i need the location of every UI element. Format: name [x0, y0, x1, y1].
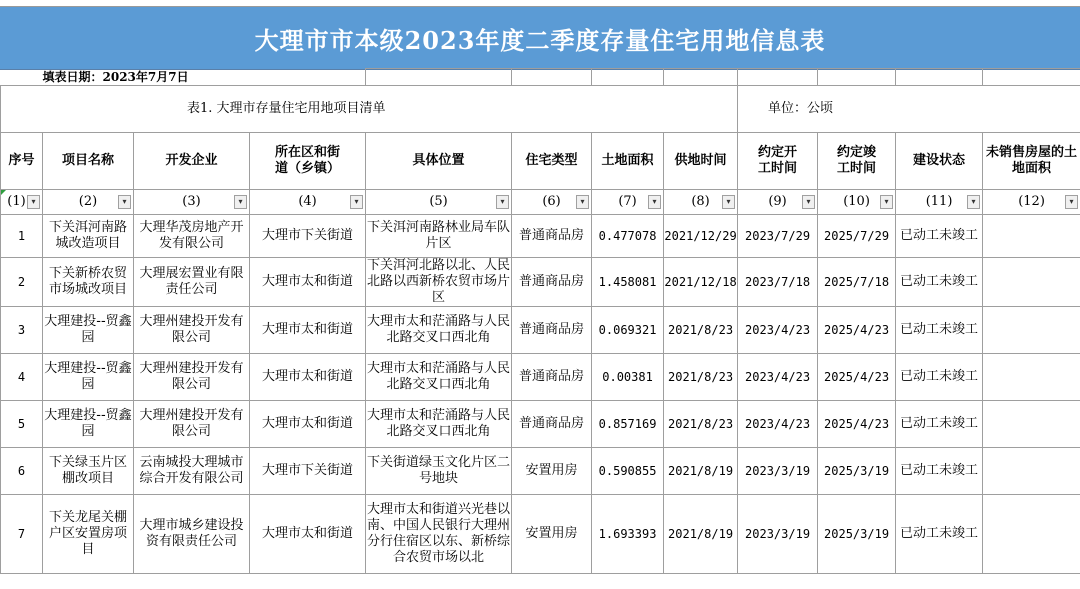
- column-number-cell[interactable]: (3) ▾: [134, 190, 250, 215]
- column-number-cell[interactable]: (6) ▾: [512, 190, 592, 215]
- construction-status-cell[interactable]: 已动工未竣工: [896, 258, 983, 307]
- developer-cell[interactable]: 大理州建投开发有限公司: [134, 307, 250, 354]
- developer-cell[interactable]: 大理展宏置业有限责任公司: [134, 258, 250, 307]
- housing-type-cell[interactable]: 普通商品房: [512, 258, 592, 307]
- construction-status-cell[interactable]: 已动工未竣工: [896, 401, 983, 448]
- filter-dropdown-icon[interactable]: ▾: [350, 195, 363, 209]
- header-cell[interactable]: 所在区和街道（乡镇）: [250, 133, 366, 190]
- filter-dropdown-icon[interactable]: ▾: [880, 195, 893, 209]
- location-cell[interactable]: 大理市太和茫涌路与人民北路交叉口西北角: [366, 401, 512, 448]
- filter-dropdown-icon[interactable]: ▾: [648, 195, 661, 209]
- agreed-finish-date-cell[interactable]: 2025/3/19: [818, 495, 896, 574]
- developer-cell[interactable]: 大理市城乡建设投资有限责任公司: [134, 495, 250, 574]
- supply-date-cell[interactable]: 2021/8/23: [664, 401, 738, 448]
- district-cell[interactable]: 大理市太和街道: [250, 495, 366, 574]
- supply-date-cell[interactable]: 2021/8/19: [664, 495, 738, 574]
- header-cell[interactable]: 具体位置: [366, 133, 512, 190]
- header-cell[interactable]: 约定开工时间: [738, 133, 818, 190]
- column-number-cell[interactable]: (7) ▾: [592, 190, 664, 215]
- table-row: [1, 258, 1080, 307]
- unsold-land-area-cell[interactable]: [983, 307, 1080, 354]
- table-row: [1, 354, 1080, 401]
- header-cell[interactable]: 序号: [1, 133, 43, 190]
- header-cell[interactable]: 建设状态: [896, 133, 983, 190]
- fill-date[interactable]: 填表日期：2023年7月7日: [1, 69, 366, 86]
- construction-status-cell[interactable]: 已动工未竣工: [896, 307, 983, 354]
- district-cell[interactable]: 大理市下关街道: [250, 215, 366, 258]
- construction-status-cell[interactable]: 已动工未竣工: [896, 215, 983, 258]
- table-row: [1, 401, 1080, 448]
- land-area-cell[interactable]: 0.477078: [592, 215, 664, 258]
- unsold-land-area-cell[interactable]: [983, 448, 1080, 495]
- filter-dropdown-icon[interactable]: ▾: [967, 195, 980, 209]
- column-number-row: [1, 190, 1080, 215]
- agreed-start-date-cell[interactable]: 2023/7/18: [738, 258, 818, 307]
- agreed-finish-date-cell[interactable]: 2025/4/23: [818, 354, 896, 401]
- district-cell[interactable]: 大理市太和街道: [250, 354, 366, 401]
- filter-dropdown-icon[interactable]: ▾: [1065, 195, 1078, 209]
- location-cell[interactable]: 大理市太和茫涌路与人民北路交叉口西北角: [366, 307, 512, 354]
- header-cell[interactable]: 土地面积: [592, 133, 664, 190]
- filter-dropdown-icon[interactable]: ▾: [27, 195, 40, 209]
- unsold-land-area-cell[interactable]: [983, 258, 1080, 307]
- project-name-cell[interactable]: 大理建投--贸鑫园: [43, 401, 134, 448]
- land-info-table: [0, 68, 1080, 574]
- row-number-cell[interactable]: 2: [1, 258, 43, 307]
- column-number-cell[interactable]: (4) ▾: [250, 190, 366, 215]
- supply-date-cell[interactable]: 2021/12/18: [664, 258, 738, 307]
- row-number-cell[interactable]: 4: [1, 354, 43, 401]
- column-number-cell[interactable]: (1) ▾: [1, 190, 43, 215]
- agreed-start-date-cell[interactable]: 2023/4/23: [738, 307, 818, 354]
- supply-date-cell[interactable]: 2021/8/19: [664, 448, 738, 495]
- district-cell[interactable]: 大理市太和街道: [250, 401, 366, 448]
- housing-type-cell[interactable]: 安置用房: [512, 495, 592, 574]
- developer-cell[interactable]: 大理华茂房地产开发有限公司: [134, 215, 250, 258]
- filter-dropdown-icon[interactable]: ▾: [118, 195, 131, 209]
- agreed-start-date-cell[interactable]: 2023/4/23: [738, 354, 818, 401]
- agreed-start-date-cell[interactable]: 2023/4/23: [738, 401, 818, 448]
- project-name-cell[interactable]: 下关新桥农贸市场城改项目: [43, 258, 134, 307]
- land-area-cell[interactable]: 0.590855: [592, 448, 664, 495]
- project-name-cell[interactable]: 大理建投--贸鑫园: [43, 354, 134, 401]
- fill-date-row: [1, 69, 1080, 86]
- unsold-land-area-cell[interactable]: [983, 354, 1080, 401]
- column-number-cell[interactable]: (8) ▾: [664, 190, 738, 215]
- column-number-cell[interactable]: (2) ▾: [43, 190, 134, 215]
- project-name-cell[interactable]: 下关绿玉片区棚改项目: [43, 448, 134, 495]
- filter-dropdown-icon[interactable]: ▾: [576, 195, 589, 209]
- row-number-cell[interactable]: 7: [1, 495, 43, 574]
- header-cell[interactable]: 约定竣工时间: [818, 133, 896, 190]
- unsold-land-area-cell[interactable]: [983, 495, 1080, 574]
- agreed-finish-date-cell[interactable]: 2025/3/19: [818, 448, 896, 495]
- row-number-cell[interactable]: 1: [1, 215, 43, 258]
- agreed-finish-date-cell[interactable]: 2025/4/23: [818, 401, 896, 448]
- housing-type-cell[interactable]: 普通商品房: [512, 401, 592, 448]
- unsold-land-area-cell[interactable]: [983, 215, 1080, 258]
- column-number-cell[interactable]: (9) ▾: [738, 190, 818, 215]
- unit-label[interactable]: 单位：公顷: [738, 86, 1080, 133]
- land-area-cell[interactable]: 0.857169: [592, 401, 664, 448]
- row-number-cell[interactable]: 5: [1, 401, 43, 448]
- housing-type-cell[interactable]: 普通商品房: [512, 215, 592, 258]
- developer-cell[interactable]: 大理州建投开发有限公司: [134, 354, 250, 401]
- agreed-finish-date-cell[interactable]: 2025/7/29: [818, 215, 896, 258]
- filter-dropdown-icon[interactable]: ▾: [234, 195, 247, 209]
- agreed-start-date-cell[interactable]: 2023/3/19: [738, 448, 818, 495]
- column-number-cell[interactable]: (12) ▾: [983, 190, 1080, 215]
- comment-marker-icon: [1, 190, 6, 195]
- construction-status-cell[interactable]: 已动工未竣工: [896, 495, 983, 574]
- project-name-cell[interactable]: 下关龙尾关棚户区安置房项目: [43, 495, 134, 574]
- subtitle-row: [1, 86, 1080, 133]
- header-cell[interactable]: 供地时间: [664, 133, 738, 190]
- header-cell[interactable]: 住宅类型: [512, 133, 592, 190]
- location-cell[interactable]: 大理市太和茫涌路与人民北路交叉口西北角: [366, 354, 512, 401]
- developer-cell[interactable]: 大理州建投开发有限公司: [134, 401, 250, 448]
- header-cell[interactable]: 开发企业: [134, 133, 250, 190]
- header-row: [1, 133, 1080, 190]
- column-number-cell[interactable]: (10) ▾: [818, 190, 896, 215]
- data-rows: [1, 215, 1080, 574]
- agreed-finish-date-cell[interactable]: 2025/7/18: [818, 258, 896, 307]
- column-number-cell[interactable]: (5) ▾: [366, 190, 512, 215]
- row-number-cell[interactable]: 6: [1, 448, 43, 495]
- supply-date-cell[interactable]: 2021/8/23: [664, 307, 738, 354]
- housing-type-cell[interactable]: 普通商品房: [512, 354, 592, 401]
- filter-dropdown-icon[interactable]: ▾: [802, 195, 815, 209]
- header-cell[interactable]: 未销售房屋的土地面积: [983, 133, 1080, 190]
- district-cell[interactable]: 大理市下关街道: [250, 448, 366, 495]
- agreed-finish-date-cell[interactable]: 2025/4/23: [818, 307, 896, 354]
- location-cell[interactable]: 下关街道绿玉文化片区二号地块: [366, 448, 512, 495]
- header-cell[interactable]: 项目名称: [43, 133, 134, 190]
- housing-type-cell[interactable]: 普通商品房: [512, 307, 592, 354]
- table-row: [1, 307, 1080, 354]
- construction-status-cell[interactable]: 已动工未竣工: [896, 448, 983, 495]
- table-subtitle[interactable]: 表1. 大理市存量住宅用地项目清单: [1, 86, 738, 133]
- land-area-cell[interactable]: 1.693393: [592, 495, 664, 574]
- project-name-cell[interactable]: 大理建投--贸鑫园: [43, 307, 134, 354]
- location-cell[interactable]: 大理市太和街道兴光巷以南、中国人民银行大理州分行住宿区以东、新桥综合农贸市场以北: [366, 495, 512, 574]
- land-area-cell[interactable]: 1.458081: [592, 258, 664, 307]
- column-number-cell[interactable]: (11) ▾: [896, 190, 983, 215]
- row-number-cell[interactable]: 3: [1, 307, 43, 354]
- supply-date-cell[interactable]: 2021/8/23: [664, 354, 738, 401]
- district-cell[interactable]: 大理市太和街道: [250, 307, 366, 354]
- agreed-start-date-cell[interactable]: 2023/3/19: [738, 495, 818, 574]
- project-name-cell[interactable]: 下关洱河南路城改造项目: [43, 215, 134, 258]
- location-cell[interactable]: 下关洱河北路以北、人民北路以西新桥农贸市场片区: [367, 258, 511, 305]
- filter-dropdown-icon[interactable]: ▾: [496, 195, 509, 209]
- table-row: [1, 495, 1080, 574]
- filter-dropdown-icon[interactable]: ▾: [722, 195, 735, 209]
- sheet-title: 大理市市本级2023年度二季度存量住宅用地信息表: [254, 25, 826, 55]
- housing-type-cell[interactable]: 安置用房: [512, 448, 592, 495]
- sheet-title-banner: [0, 6, 1080, 70]
- developer-cell[interactable]: 云南城投大理城市综合开发有限公司: [134, 448, 250, 495]
- construction-status-cell[interactable]: 已动工未竣工: [896, 354, 983, 401]
- land-area-cell[interactable]: 0.069321: [592, 307, 664, 354]
- land-area-cell[interactable]: 0.00381: [592, 354, 664, 401]
- agreed-start-date-cell[interactable]: 2023/7/29: [738, 215, 818, 258]
- unsold-land-area-cell[interactable]: [983, 401, 1080, 448]
- district-cell[interactable]: 大理市太和街道: [250, 258, 366, 307]
- table-row: [1, 215, 1080, 258]
- location-cell[interactable]: 下关洱河南路林业局车队片区: [366, 215, 512, 258]
- supply-date-cell[interactable]: 2021/12/29: [664, 215, 738, 258]
- table-row: [1, 448, 1080, 495]
